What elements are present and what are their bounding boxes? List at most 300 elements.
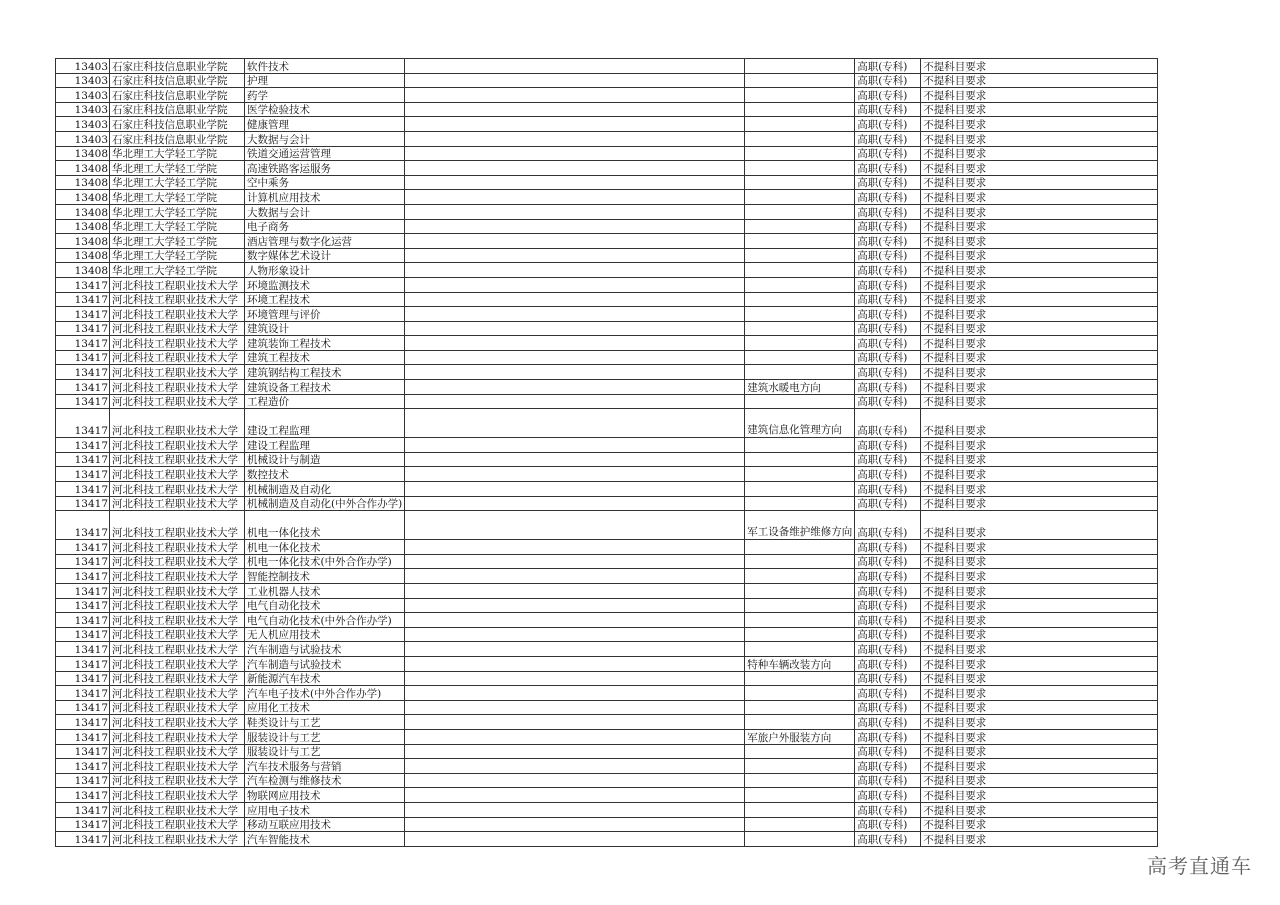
school-name-cell: 河北科技工程职业技术大学 xyxy=(110,686,245,701)
major-name-cell: 移动互联应用技术 xyxy=(245,817,405,832)
school-code-cell: 13417 xyxy=(56,438,110,453)
major-name-cell: 计算机应用技术 xyxy=(245,190,405,205)
school-code-cell: 13403 xyxy=(56,88,110,103)
level-cell: 高职(专科) xyxy=(855,642,921,657)
subject-requirement-cell: 不提科目要求 xyxy=(921,554,1158,569)
level-cell: 高职(专科) xyxy=(855,117,921,132)
major-name-cell: 工程造价 xyxy=(245,394,405,409)
school-name-cell: 华北理工大学轻工学院 xyxy=(110,263,245,278)
subject-requirement-cell: 不提科目要求 xyxy=(921,511,1158,540)
direction-cell xyxy=(745,350,855,365)
subject-requirement-cell: 不提科目要求 xyxy=(921,656,1158,671)
major-name-cell: 药学 xyxy=(245,88,405,103)
subject-requirement-cell: 不提科目要求 xyxy=(921,496,1158,511)
subject-requirement-cell: 不提科目要求 xyxy=(921,613,1158,628)
subject-requirement-cell: 不提科目要求 xyxy=(921,744,1158,759)
level-cell: 高职(专科) xyxy=(855,88,921,103)
subject-requirement-cell: 不提科目要求 xyxy=(921,569,1158,584)
table-row xyxy=(56,131,1158,146)
major-name-cell: 数字媒体艺术设计 xyxy=(245,248,405,263)
subject-requirement-cell: 不提科目要求 xyxy=(921,452,1158,467)
subject-requirement-cell: 不提科目要求 xyxy=(921,365,1158,380)
level-cell: 高职(专科) xyxy=(855,234,921,249)
school-name-cell: 河北科技工程职业技术大学 xyxy=(110,802,245,817)
level-cell: 高职(专科) xyxy=(855,292,921,307)
subject-requirement-cell: 不提科目要求 xyxy=(921,131,1158,146)
school-code-cell: 13408 xyxy=(56,234,110,249)
school-name-cell: 河北科技工程职业技术大学 xyxy=(110,511,245,540)
major-name-cell: 软件技术 xyxy=(245,59,405,74)
school-name-cell: 石家庄科技信息职业学院 xyxy=(110,131,245,146)
table-row xyxy=(56,686,1158,701)
direction-cell xyxy=(745,394,855,409)
direction-cell xyxy=(745,219,855,234)
major-name-cell: 大数据与会计 xyxy=(245,131,405,146)
school-name-cell: 石家庄科技信息职业学院 xyxy=(110,73,245,88)
subject-requirement-cell: 不提科目要求 xyxy=(921,219,1158,234)
school-name-cell: 河北科技工程职业技术大学 xyxy=(110,307,245,322)
note-cell xyxy=(405,234,745,249)
major-name-cell: 机械设计与制造 xyxy=(245,452,405,467)
major-name-cell: 建筑装饰工程技术 xyxy=(245,336,405,351)
school-code-cell: 13417 xyxy=(56,409,110,438)
note-cell xyxy=(405,832,745,847)
direction-cell xyxy=(745,204,855,219)
school-name-cell: 华北理工大学轻工学院 xyxy=(110,161,245,176)
table-row xyxy=(56,59,1158,74)
note-cell xyxy=(405,540,745,555)
major-name-cell: 机械制造及自动化(中外合作办学) xyxy=(245,496,405,511)
direction-cell xyxy=(745,59,855,74)
major-name-cell: 汽车检测与维修技术 xyxy=(245,773,405,788)
major-name-cell: 机械制造及自动化 xyxy=(245,482,405,497)
school-code-cell: 13417 xyxy=(56,496,110,511)
note-cell xyxy=(405,394,745,409)
school-name-cell: 河北科技工程职业技术大学 xyxy=(110,759,245,774)
table-row xyxy=(56,146,1158,161)
note-cell xyxy=(405,554,745,569)
school-name-cell: 河北科技工程职业技术大学 xyxy=(110,350,245,365)
subject-requirements-table xyxy=(55,58,1158,847)
subject-requirement-cell: 不提科目要求 xyxy=(921,102,1158,117)
direction-cell xyxy=(745,102,855,117)
school-code-cell: 13403 xyxy=(56,131,110,146)
direction-cell xyxy=(745,277,855,292)
level-cell: 高职(专科) xyxy=(855,773,921,788)
school-code-cell: 13417 xyxy=(56,394,110,409)
level-cell: 高职(专科) xyxy=(855,452,921,467)
school-code-cell: 13417 xyxy=(56,467,110,482)
subject-requirement-cell: 不提科目要求 xyxy=(921,263,1158,278)
level-cell: 高职(专科) xyxy=(855,686,921,701)
level-cell: 高职(专科) xyxy=(855,817,921,832)
direction-cell xyxy=(745,788,855,803)
table-row xyxy=(56,204,1158,219)
note-cell xyxy=(405,204,745,219)
major-name-cell: 服装设计与工艺 xyxy=(245,729,405,744)
table-row xyxy=(56,117,1158,132)
school-name-cell: 河北科技工程职业技术大学 xyxy=(110,409,245,438)
note-cell xyxy=(405,380,745,395)
school-name-cell: 石家庄科技信息职业学院 xyxy=(110,117,245,132)
note-cell xyxy=(405,686,745,701)
school-code-cell: 13417 xyxy=(56,700,110,715)
note-cell xyxy=(405,263,745,278)
major-name-cell: 电子商务 xyxy=(245,219,405,234)
school-code-cell: 13408 xyxy=(56,219,110,234)
table-row xyxy=(56,73,1158,88)
direction-cell: 军工设备维护维修方向 xyxy=(745,511,855,540)
school-code-cell: 13417 xyxy=(56,365,110,380)
school-code-cell: 13403 xyxy=(56,117,110,132)
school-code-cell: 13417 xyxy=(56,554,110,569)
level-cell: 高职(专科) xyxy=(855,409,921,438)
subject-requirement-cell: 不提科目要求 xyxy=(921,190,1158,205)
school-code-cell: 13417 xyxy=(56,482,110,497)
school-code-cell: 13417 xyxy=(56,832,110,847)
subject-requirement-cell: 不提科目要求 xyxy=(921,292,1158,307)
school-name-cell: 河北科技工程职业技术大学 xyxy=(110,277,245,292)
table-row xyxy=(56,642,1158,657)
school-code-cell: 13417 xyxy=(56,292,110,307)
table-row xyxy=(56,161,1158,176)
subject-requirement-cell: 不提科目要求 xyxy=(921,671,1158,686)
direction-cell xyxy=(745,627,855,642)
school-name-cell: 河北科技工程职业技术大学 xyxy=(110,365,245,380)
major-name-cell: 物联网应用技术 xyxy=(245,788,405,803)
major-name-cell: 汽车制造与试验技术 xyxy=(245,642,405,657)
level-cell: 高职(专科) xyxy=(855,102,921,117)
level-cell: 高职(专科) xyxy=(855,715,921,730)
major-name-cell: 工业机器人技术 xyxy=(245,584,405,599)
level-cell: 高职(专科) xyxy=(855,277,921,292)
note-cell xyxy=(405,715,745,730)
table-row xyxy=(56,700,1158,715)
school-code-cell: 13417 xyxy=(56,380,110,395)
school-name-cell: 石家庄科技信息职业学院 xyxy=(110,102,245,117)
note-cell xyxy=(405,146,745,161)
school-name-cell: 河北科技工程职业技术大学 xyxy=(110,336,245,351)
school-name-cell: 华北理工大学轻工学院 xyxy=(110,219,245,234)
school-code-cell: 13408 xyxy=(56,248,110,263)
direction-cell xyxy=(745,540,855,555)
major-name-cell: 汽车制造与试验技术 xyxy=(245,656,405,671)
school-code-cell: 13417 xyxy=(56,686,110,701)
major-name-cell: 环境管理与评价 xyxy=(245,307,405,322)
school-code-cell: 13408 xyxy=(56,190,110,205)
subject-requirement-cell: 不提科目要求 xyxy=(921,438,1158,453)
school-name-cell: 河北科技工程职业技术大学 xyxy=(110,438,245,453)
major-name-cell: 高速铁路客运服务 xyxy=(245,161,405,176)
subject-requirement-cell: 不提科目要求 xyxy=(921,627,1158,642)
direction-cell xyxy=(745,131,855,146)
note-cell xyxy=(405,773,745,788)
level-cell: 高职(专科) xyxy=(855,788,921,803)
direction-cell xyxy=(745,365,855,380)
major-name-cell: 鞋类设计与工艺 xyxy=(245,715,405,730)
note-cell xyxy=(405,569,745,584)
note-cell xyxy=(405,613,745,628)
subject-requirement-cell: 不提科目要求 xyxy=(921,584,1158,599)
level-cell: 高职(专科) xyxy=(855,59,921,74)
subject-requirement-cell: 不提科目要求 xyxy=(921,161,1158,176)
direction-cell xyxy=(745,759,855,774)
school-code-cell: 13417 xyxy=(56,759,110,774)
table-row xyxy=(56,759,1158,774)
school-code-cell: 13403 xyxy=(56,59,110,74)
school-code-cell: 13417 xyxy=(56,744,110,759)
direction-cell xyxy=(745,438,855,453)
table-row xyxy=(56,88,1158,103)
level-cell: 高职(专科) xyxy=(855,554,921,569)
school-name-cell: 河北科技工程职业技术大学 xyxy=(110,292,245,307)
note-cell xyxy=(405,511,745,540)
school-code-cell: 13417 xyxy=(56,452,110,467)
level-cell: 高职(专科) xyxy=(855,656,921,671)
note-cell xyxy=(405,817,745,832)
level-cell: 高职(专科) xyxy=(855,146,921,161)
note-cell xyxy=(405,307,745,322)
note-cell xyxy=(405,671,745,686)
major-name-cell: 大数据与会计 xyxy=(245,204,405,219)
subject-requirement-cell: 不提科目要求 xyxy=(921,788,1158,803)
note-cell xyxy=(405,277,745,292)
level-cell: 高职(专科) xyxy=(855,496,921,511)
note-cell xyxy=(405,802,745,817)
major-name-cell: 人物形象设计 xyxy=(245,263,405,278)
subject-requirement-cell: 不提科目要求 xyxy=(921,729,1158,744)
school-code-cell: 13417 xyxy=(56,802,110,817)
note-cell xyxy=(405,190,745,205)
note-cell xyxy=(405,584,745,599)
direction-cell xyxy=(745,671,855,686)
note-cell xyxy=(405,117,745,132)
level-cell: 高职(专科) xyxy=(855,204,921,219)
major-name-cell: 机电一体化技术 xyxy=(245,511,405,540)
school-name-cell: 河北科技工程职业技术大学 xyxy=(110,540,245,555)
major-name-cell: 空中乘务 xyxy=(245,175,405,190)
major-name-cell: 应用化工技术 xyxy=(245,700,405,715)
direction-cell xyxy=(745,569,855,584)
direction-cell: 建筑水暖电方向 xyxy=(745,380,855,395)
table-row xyxy=(56,234,1158,249)
table-row xyxy=(56,175,1158,190)
school-name-cell: 河北科技工程职业技术大学 xyxy=(110,700,245,715)
direction-cell xyxy=(745,715,855,730)
subject-requirement-cell: 不提科目要求 xyxy=(921,642,1158,657)
school-name-cell: 河北科技工程职业技术大学 xyxy=(110,380,245,395)
school-name-cell: 河北科技工程职业技术大学 xyxy=(110,671,245,686)
school-name-cell: 河北科技工程职业技术大学 xyxy=(110,321,245,336)
note-cell xyxy=(405,700,745,715)
school-code-cell: 13417 xyxy=(56,598,110,613)
school-name-cell: 河北科技工程职业技术大学 xyxy=(110,613,245,628)
level-cell: 高职(专科) xyxy=(855,190,921,205)
subject-requirement-cell: 不提科目要求 xyxy=(921,540,1158,555)
subject-requirement-cell: 不提科目要求 xyxy=(921,59,1158,74)
table-row xyxy=(56,744,1158,759)
direction-cell xyxy=(745,584,855,599)
level-cell: 高职(专科) xyxy=(855,131,921,146)
major-name-cell: 环境监测技术 xyxy=(245,277,405,292)
direction-cell xyxy=(745,832,855,847)
table-row xyxy=(56,802,1158,817)
table-row xyxy=(56,511,1158,540)
level-cell: 高职(专科) xyxy=(855,482,921,497)
school-code-cell: 13417 xyxy=(56,788,110,803)
school-code-cell: 13417 xyxy=(56,336,110,351)
table-row xyxy=(56,671,1158,686)
note-cell xyxy=(405,627,745,642)
table-row xyxy=(56,569,1158,584)
direction-cell xyxy=(745,496,855,511)
table-row xyxy=(56,715,1158,730)
table-row xyxy=(56,307,1158,322)
direction-cell xyxy=(745,321,855,336)
school-code-cell: 13403 xyxy=(56,73,110,88)
direction-cell xyxy=(745,817,855,832)
major-name-cell: 健康管理 xyxy=(245,117,405,132)
subject-requirement-cell: 不提科目要求 xyxy=(921,802,1158,817)
school-name-cell: 河北科技工程职业技术大学 xyxy=(110,569,245,584)
level-cell: 高职(专科) xyxy=(855,394,921,409)
school-name-cell: 河北科技工程职业技术大学 xyxy=(110,554,245,569)
table-row xyxy=(56,292,1158,307)
school-code-cell: 13417 xyxy=(56,540,110,555)
major-name-cell: 应用电子技术 xyxy=(245,802,405,817)
level-cell: 高职(专科) xyxy=(855,802,921,817)
note-cell xyxy=(405,467,745,482)
subject-requirement-cell: 不提科目要求 xyxy=(921,482,1158,497)
level-cell: 高职(专科) xyxy=(855,671,921,686)
level-cell: 高职(专科) xyxy=(855,584,921,599)
school-name-cell: 河北科技工程职业技术大学 xyxy=(110,656,245,671)
school-code-cell: 13403 xyxy=(56,102,110,117)
subject-requirement-cell: 不提科目要求 xyxy=(921,175,1158,190)
direction-cell xyxy=(745,598,855,613)
school-code-cell: 13417 xyxy=(56,321,110,336)
table-row xyxy=(56,336,1158,351)
note-cell xyxy=(405,438,745,453)
school-name-cell: 河北科技工程职业技术大学 xyxy=(110,496,245,511)
direction-cell xyxy=(745,117,855,132)
school-code-cell: 13417 xyxy=(56,642,110,657)
school-code-cell: 13417 xyxy=(56,671,110,686)
direction-cell xyxy=(745,263,855,278)
subject-requirement-cell: 不提科目要求 xyxy=(921,204,1158,219)
school-name-cell: 河北科技工程职业技术大学 xyxy=(110,832,245,847)
table-row xyxy=(56,467,1158,482)
direction-cell xyxy=(745,336,855,351)
table-row xyxy=(56,321,1158,336)
note-cell xyxy=(405,350,745,365)
watermark: 高考直通车 xyxy=(1147,854,1252,878)
direction-cell xyxy=(745,292,855,307)
subject-requirement-cell: 不提科目要求 xyxy=(921,832,1158,847)
school-name-cell: 河北科技工程职业技术大学 xyxy=(110,715,245,730)
level-cell: 高职(专科) xyxy=(855,627,921,642)
table-body xyxy=(56,59,1158,847)
table-row xyxy=(56,219,1158,234)
table-row xyxy=(56,817,1158,832)
subject-requirement-cell: 不提科目要求 xyxy=(921,773,1158,788)
note-cell xyxy=(405,482,745,497)
direction-cell: 特种车辆改装方向 xyxy=(745,656,855,671)
major-name-cell: 建筑设备工程技术 xyxy=(245,380,405,395)
table-row xyxy=(56,277,1158,292)
table-row xyxy=(56,248,1158,263)
level-cell: 高职(专科) xyxy=(855,540,921,555)
level-cell: 高职(专科) xyxy=(855,321,921,336)
direction-cell xyxy=(745,452,855,467)
major-name-cell: 数控技术 xyxy=(245,467,405,482)
school-code-cell: 13417 xyxy=(56,729,110,744)
school-code-cell: 13408 xyxy=(56,175,110,190)
subject-requirement-cell: 不提科目要求 xyxy=(921,73,1158,88)
major-name-cell: 智能控制技术 xyxy=(245,569,405,584)
major-name-cell: 电气自动化技术 xyxy=(245,598,405,613)
school-code-cell: 13417 xyxy=(56,613,110,628)
subject-requirement-cell: 不提科目要求 xyxy=(921,394,1158,409)
school-name-cell: 华北理工大学轻工学院 xyxy=(110,175,245,190)
major-name-cell: 医学检验技术 xyxy=(245,102,405,117)
school-name-cell: 石家庄科技信息职业学院 xyxy=(110,88,245,103)
major-name-cell: 汽车电子技术(中外合作办学) xyxy=(245,686,405,701)
note-cell xyxy=(405,175,745,190)
school-code-cell: 13417 xyxy=(56,511,110,540)
subject-requirement-cell: 不提科目要求 xyxy=(921,380,1158,395)
school-code-cell: 13408 xyxy=(56,204,110,219)
level-cell: 高职(专科) xyxy=(855,307,921,322)
level-cell: 高职(专科) xyxy=(855,365,921,380)
table-row xyxy=(56,832,1158,847)
table-row xyxy=(56,729,1158,744)
subject-requirement-cell: 不提科目要求 xyxy=(921,307,1158,322)
table-row xyxy=(56,627,1158,642)
table-row xyxy=(56,102,1158,117)
school-name-cell: 华北理工大学轻工学院 xyxy=(110,234,245,249)
major-name-cell: 汽车智能技术 xyxy=(245,832,405,847)
note-cell xyxy=(405,788,745,803)
level-cell: 高职(专科) xyxy=(855,744,921,759)
direction-cell xyxy=(745,554,855,569)
table-row xyxy=(56,394,1158,409)
major-name-cell: 护理 xyxy=(245,73,405,88)
direction-cell: 军旅户外服装方向 xyxy=(745,729,855,744)
note-cell xyxy=(405,73,745,88)
level-cell: 高职(专科) xyxy=(855,175,921,190)
subject-requirement-cell: 不提科目要求 xyxy=(921,248,1158,263)
subject-requirement-cell: 不提科目要求 xyxy=(921,88,1158,103)
major-name-cell: 建设工程监理 xyxy=(245,438,405,453)
note-cell xyxy=(405,598,745,613)
level-cell: 高职(专科) xyxy=(855,219,921,234)
school-code-cell: 13417 xyxy=(56,307,110,322)
subject-requirement-cell: 不提科目要求 xyxy=(921,598,1158,613)
level-cell: 高职(专科) xyxy=(855,350,921,365)
school-code-cell: 13417 xyxy=(56,656,110,671)
note-cell xyxy=(405,219,745,234)
school-name-cell: 河北科技工程职业技术大学 xyxy=(110,394,245,409)
school-name-cell: 河北科技工程职业技术大学 xyxy=(110,452,245,467)
note-cell xyxy=(405,336,745,351)
level-cell: 高职(专科) xyxy=(855,613,921,628)
table-row xyxy=(56,540,1158,555)
note-cell xyxy=(405,642,745,657)
table-row xyxy=(56,773,1158,788)
table-row xyxy=(56,438,1158,453)
subject-requirement-cell: 不提科目要求 xyxy=(921,350,1158,365)
